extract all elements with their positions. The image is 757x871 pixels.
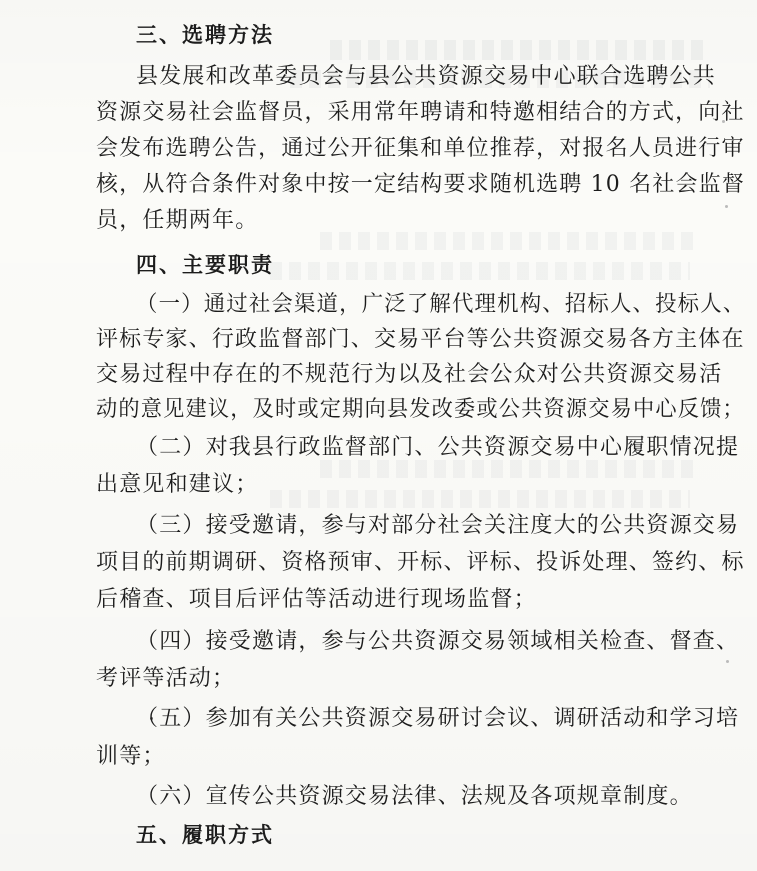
paragraph-line: 出意见和建议；	[96, 472, 259, 497]
paragraph-line: （二）对我县行政监督部门、公共资源交易中心履职情况提	[136, 435, 740, 460]
paragraph-line: 员，任期两年。	[96, 208, 259, 233]
paragraph-line: 考评等活动；	[96, 666, 236, 691]
paragraph-line: （一）通过社会渠道，广泛了解代理机构、招标人、投标人、	[136, 292, 746, 317]
paragraph-line: 资源交易社会监督员，采用常年聘请和特邀相结合的方式，向社	[96, 100, 745, 125]
paragraph-line: 评标专家、行政监督部门、交易平台等公共资源交易各方主体在	[96, 327, 745, 352]
paragraph-line: （三）接受邀请，参与对部分社会关注度大的公共资源交易	[136, 513, 740, 538]
scan-speck	[726, 660, 729, 663]
reverse-side-bleed-through	[270, 490, 690, 508]
reverse-side-bleed-through	[320, 232, 700, 250]
section-heading-selection-method: 三、选聘方法	[136, 23, 274, 47]
paragraph-line: （五）参加有关公共资源交易研讨会议、调研活动和学习培	[136, 706, 740, 731]
paragraph-line: （四）接受邀请，参与公共资源交易领域相关检查、督查、	[136, 629, 740, 654]
section-heading-performance-method: 五、履职方式	[136, 823, 274, 847]
section-heading-main-duties: 四、主要职责	[136, 253, 274, 277]
paragraph-line: 训等；	[96, 744, 166, 769]
scan-speck	[725, 205, 728, 208]
paragraph-line: 项目的前期调研、资格预审、开标、评标、投诉处理、签约、标	[96, 550, 745, 575]
paragraph-line: 后稽查、项目后评估等活动进行现场监督；	[96, 587, 537, 612]
reverse-side-bleed-through	[270, 262, 690, 280]
paragraph-line: 动的意见建议，及时或定期向县发改委或公共资源交易中心反馈；	[96, 397, 745, 422]
paragraph-line: 核，从符合条件对象中按一定结构要求随机选聘 10 名社会监督	[96, 172, 745, 197]
reverse-side-bleed-through	[330, 40, 710, 60]
paragraph-line: 县发展和改革委员会与县公共资源交易中心联合选聘公共	[136, 64, 717, 89]
paragraph-line: 交易过程中存在的不规范行为以及社会公众对公共资源交易活	[96, 362, 723, 387]
paragraph-line: （六）宣传公共资源交易法律、法规及各项规章制度。	[136, 784, 693, 809]
paragraph-line: 会发布选聘公告，通过公开征集和单位推荐，对报名人员进行审	[96, 136, 745, 161]
